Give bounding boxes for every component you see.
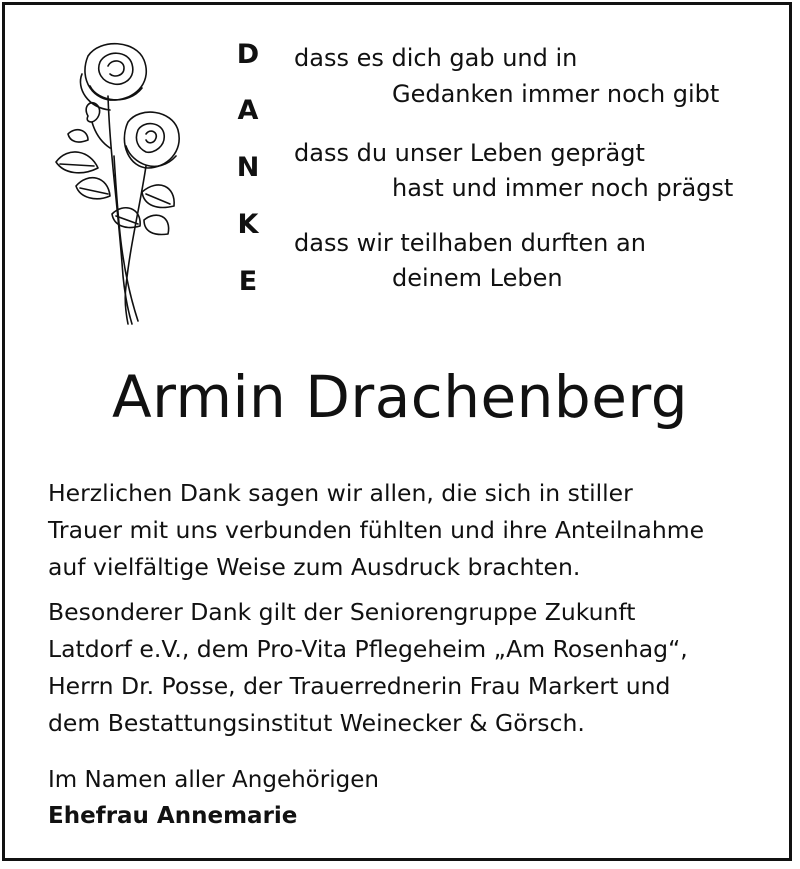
acrostic-letter: A [237,95,259,126]
signature-name: Ehefrau Annemarie [48,803,298,829]
verse-2-line-2: hast und immer noch prägst [392,174,734,202]
deceased-name: Armin Drachenberg [111,363,689,431]
rose-illustration-icon [48,36,188,326]
thanks-paragraph-line: auf vielfältige Weise zum Ausdruck brachten. [48,553,581,581]
thanks-paragraph-line: Herzlichen Dank sagen wir allen, die sich in stiller [48,479,633,507]
acrostic-letter: D [236,39,260,70]
acrostic-letter: N [236,152,260,183]
acrostic-letter: E [238,266,258,297]
signature-intro: Im Namen aller Angehörigen [48,767,379,793]
verse-3-line-1: dass wir teilhaben durften an [294,229,646,257]
special-thanks-line: Herrn Dr. Posse, der Trauerrednerin Frau Markert und [48,672,671,700]
acrostic-letter: K [237,209,259,240]
verse-1-line-1: dass es dich gab und in [294,44,578,72]
thanks-paragraph-line: Trauer mit uns verbunden fühlten und ihre Anteilnahme [48,516,705,544]
verse-2-line-1: dass du unser Leben geprägt [294,139,645,167]
special-thanks-line: Besonderer Dank gilt der Seniorengruppe Zukunft [48,598,636,626]
special-thanks-line: Latdorf e.V., dem Pro-Vita Pflegeheim „Am Rosenhag“, [48,635,688,663]
verse-1-line-2: Gedanken immer noch gibt [392,80,720,108]
verse-3-line-2: deinem Leben [392,264,563,292]
special-thanks-line: dem Bestattungsinstitut Weinecker & Görsch. [48,709,585,737]
